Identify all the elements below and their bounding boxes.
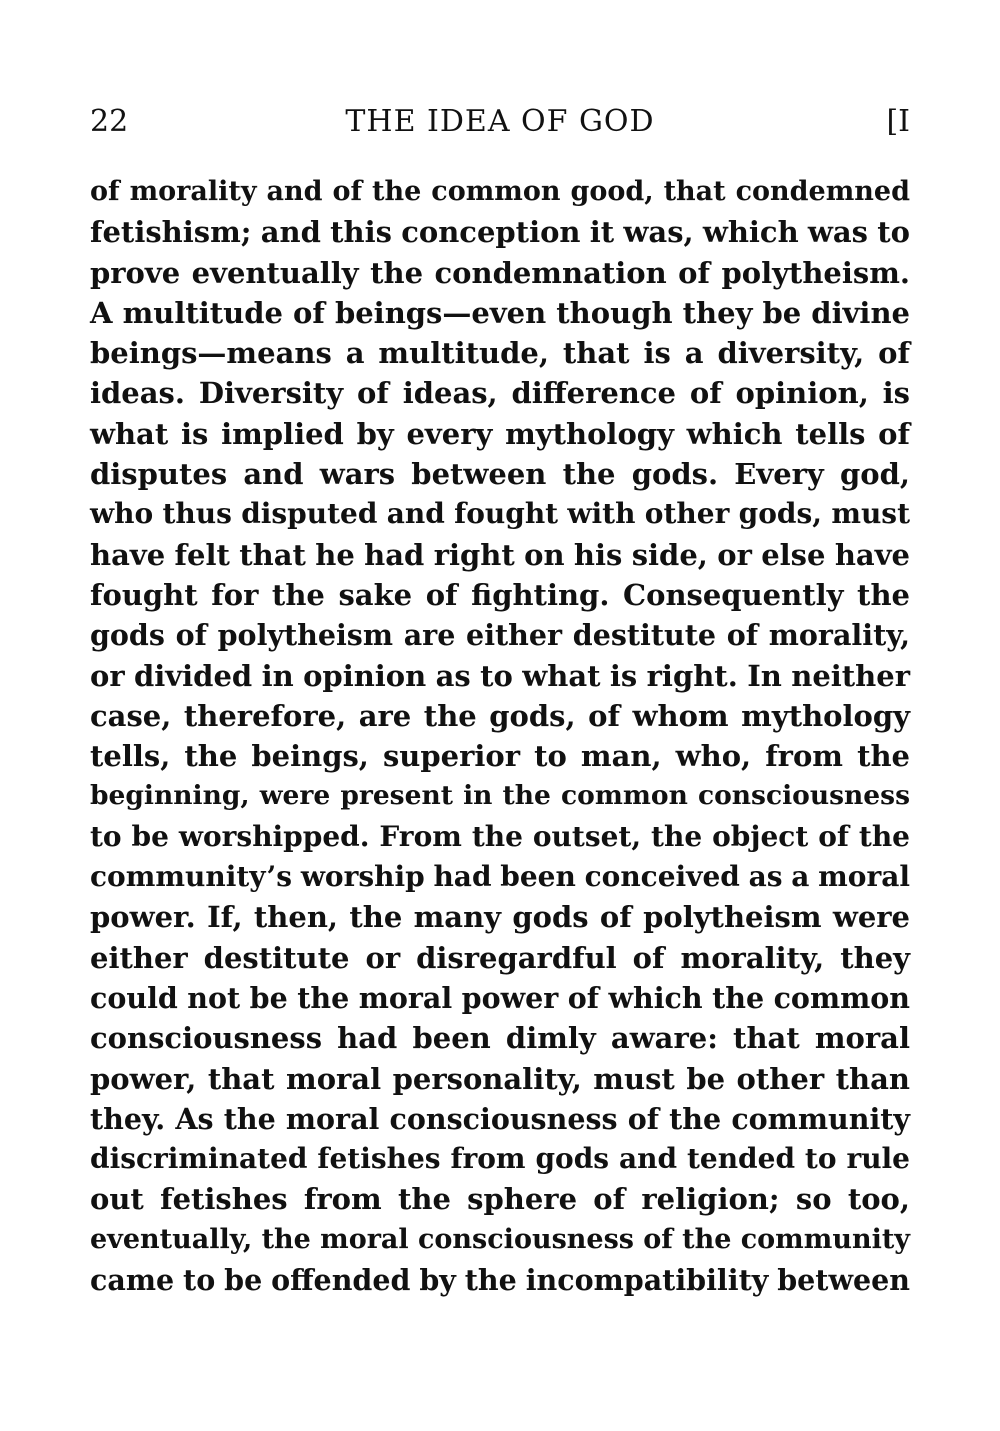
text-line: to be worshipped. From the outset, the object of the — [90, 819, 910, 853]
body-text — [90, 172, 910, 1300]
text-line: beginning, were present in the common consciousness — [90, 780, 910, 812]
text-line: fetishism; and this conception it was, which was to — [90, 215, 910, 250]
running-head — [90, 100, 910, 144]
text-line: came to be offended by the incompatibility between — [90, 1263, 910, 1298]
text-line: A multitude of beings—even though they be divine — [90, 295, 910, 330]
text-line: either destitute or disregardful of morality, they — [90, 940, 910, 975]
text-line: eventually, the moral consciousness of the community — [90, 1223, 910, 1255]
text-line: out fetishes from the sphere of religion; so too, — [90, 1182, 910, 1217]
text-line: power, that moral personality, must be other than — [90, 1061, 910, 1096]
text-line: power. If, then, the many gods of polytheism were — [90, 900, 910, 935]
text-line: what is implied by every mythology which tells of — [90, 416, 910, 451]
text-line: who thus disputed and fought with other gods, must — [90, 497, 910, 531]
text-line: discriminated fetishes from gods and tended to rule — [90, 1142, 910, 1176]
text-line: of morality and of the common good, that condemned — [90, 176, 910, 207]
text-line: disputes and wars between the gods. Every god, — [90, 457, 910, 492]
chapter-marker: [I — [886, 104, 910, 139]
text-line: they. As the moral consciousness of the community — [90, 1101, 910, 1136]
text-line: fought for the sake of fighting. Consequently the — [90, 577, 910, 612]
text-line: community’s worship had been conceived as a moral — [90, 860, 910, 894]
text-line: or divided in opinion as to what is right. In neither — [90, 658, 910, 693]
text-line: consciousness had been dimly aware: that moral — [90, 1021, 910, 1056]
text-line: could not be the moral power of which the common — [90, 980, 910, 1015]
text-line: case, therefore, are the gods, of whom mythology — [90, 698, 910, 733]
text-line: gods of polytheism are either destitute of morality, — [90, 618, 910, 653]
running-title: THE IDEA OF GOD — [345, 104, 655, 139]
text-line: beings—means a multitude, that is a diversity, of — [90, 336, 910, 371]
text-line: ideas. Diversity of ideas, difference of opinion, is — [90, 376, 910, 411]
page-number: 22 — [90, 104, 129, 139]
text-line: have felt that he had right on his side, or else have — [90, 537, 910, 572]
text-line: prove eventually the condemnation of polytheism. — [90, 255, 910, 290]
text-line: tells, the beings, superior to man, who, from the — [90, 739, 910, 774]
